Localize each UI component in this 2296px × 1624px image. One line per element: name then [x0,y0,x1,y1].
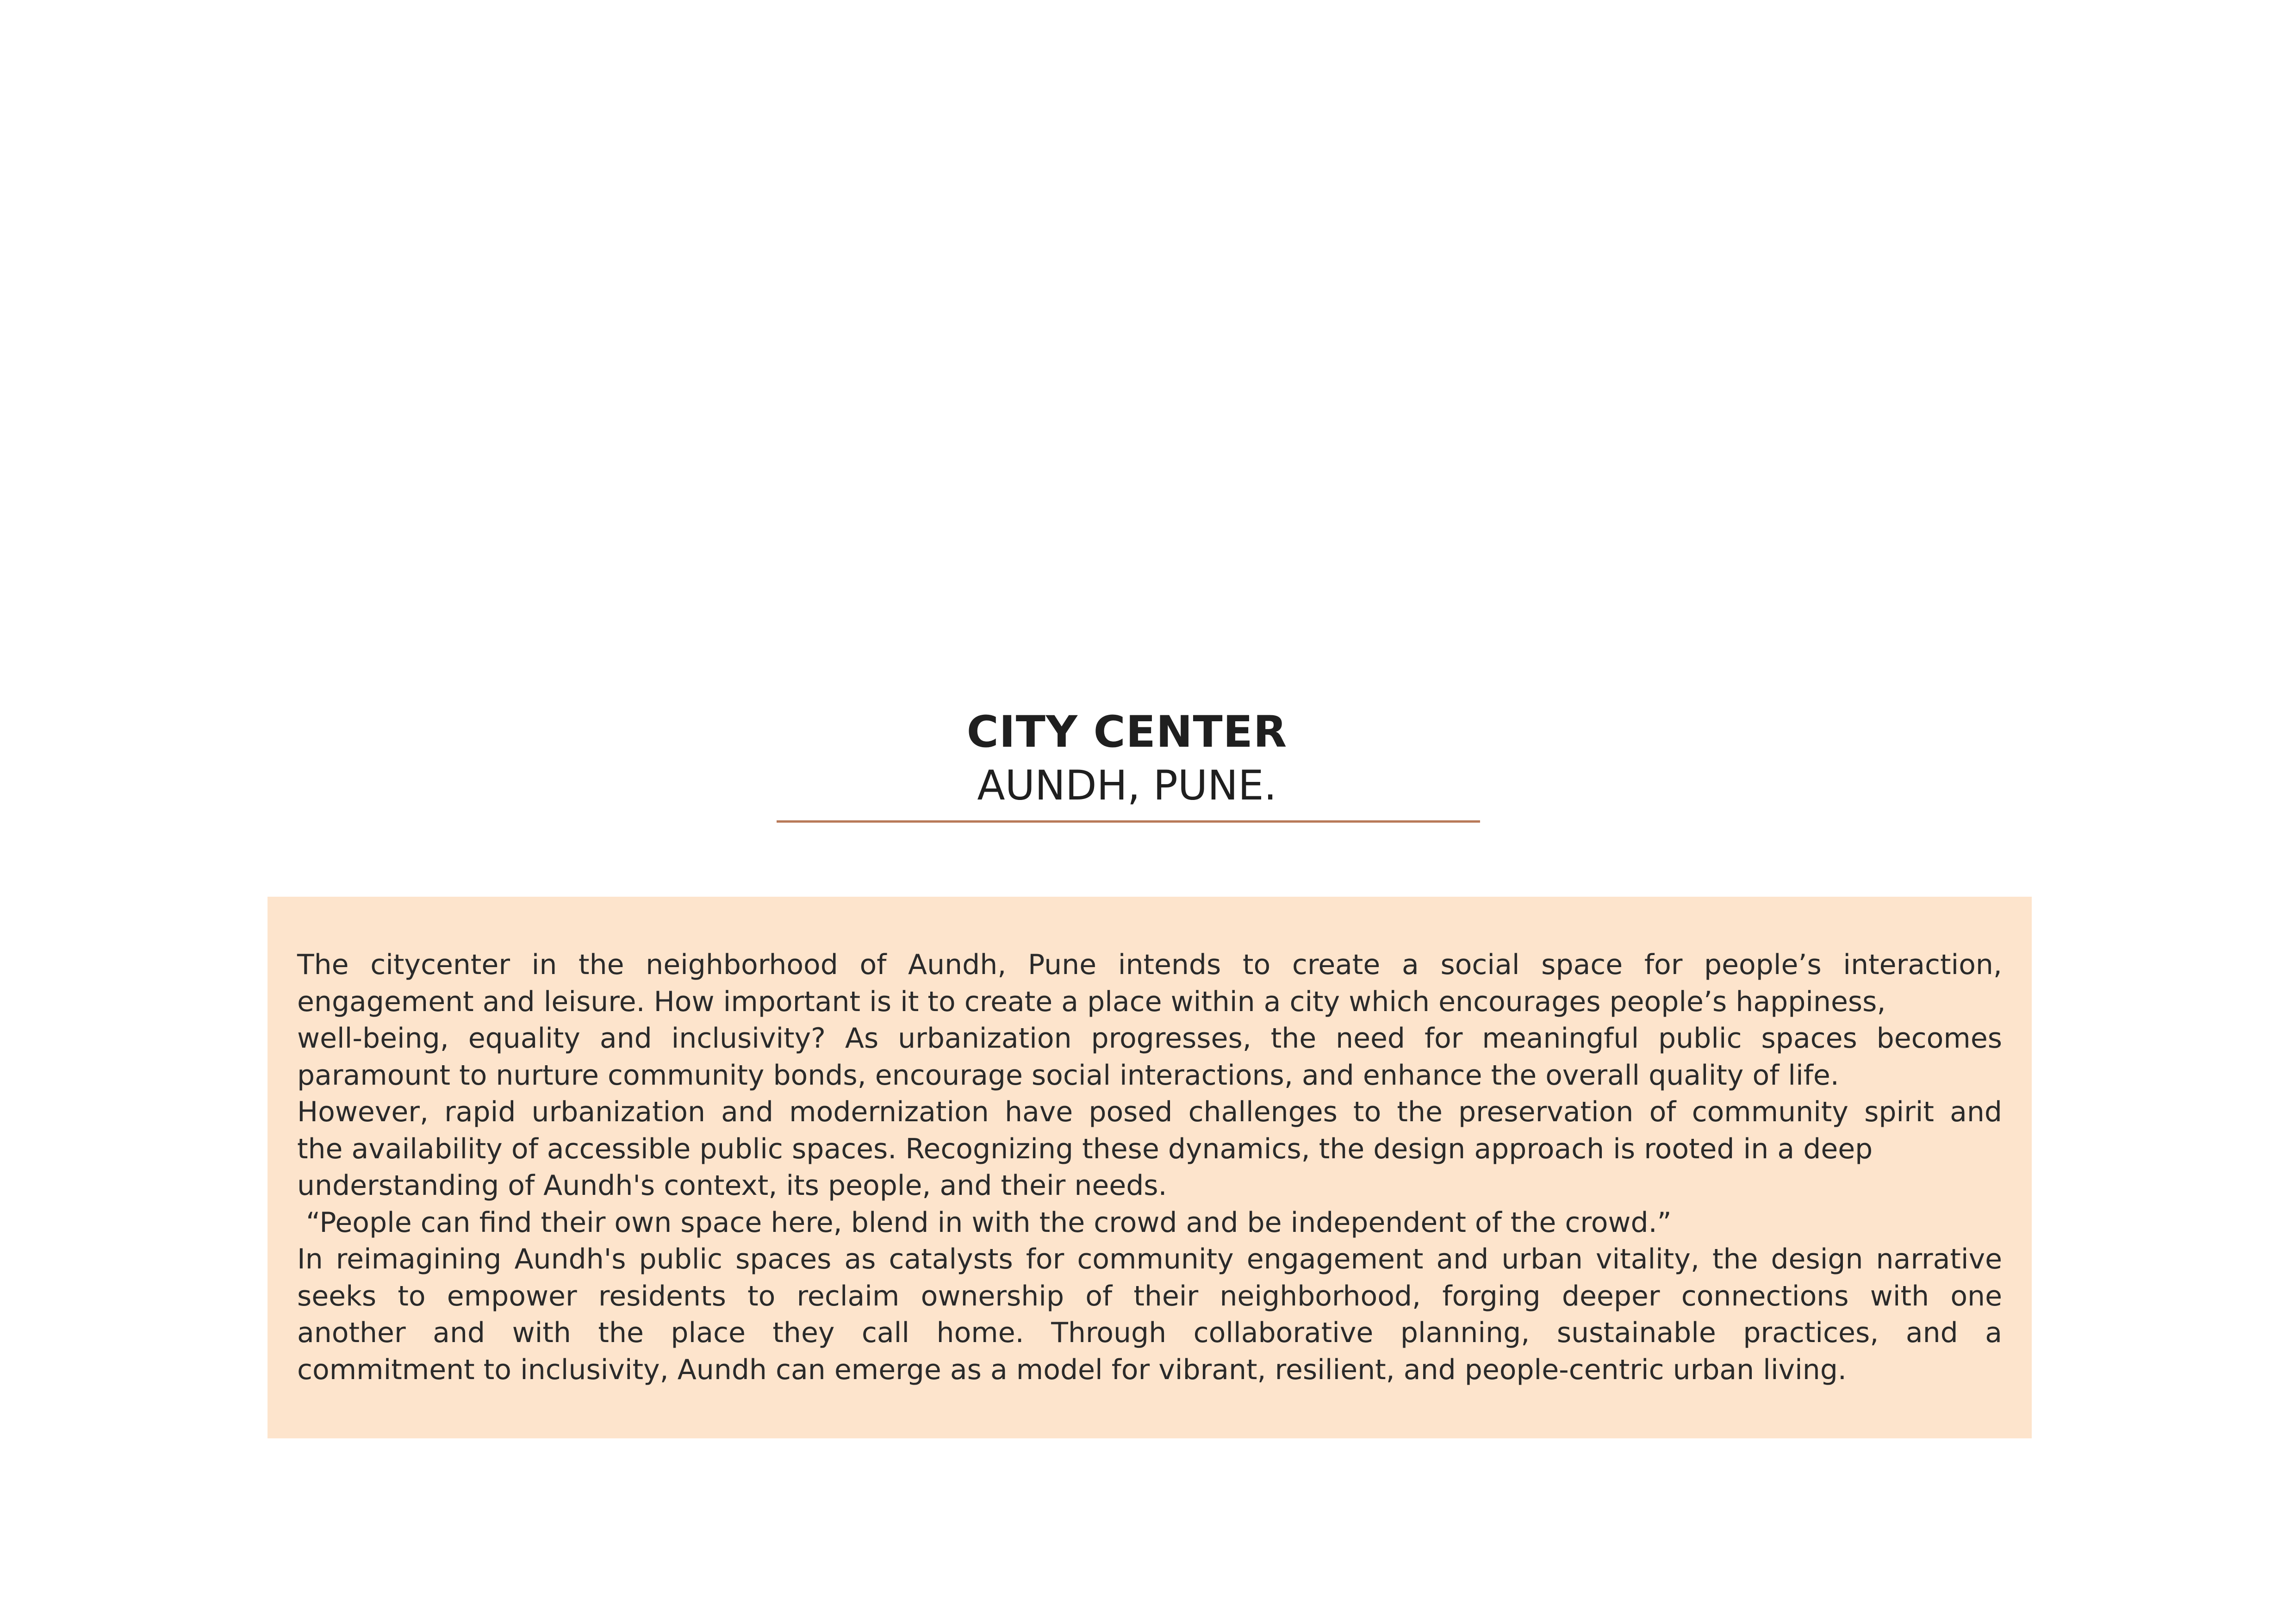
description-quote: “People can find their own space here, blend in with the crowd and be independent of the crowd.” [297,1206,1672,1239]
description-line: understanding of Aundh's context, its people, and their needs. [297,1169,1167,1202]
description-line: the availability of accessible public spaces. Recognizing these dynamics, the design approach is rooted in a deep [297,1132,1873,1165]
title-divider [777,820,1480,823]
page-title: CITY CENTER [966,707,1288,757]
description-line: However, rapid urbanization and modernization have posed challenges to the preservation of community spirit and [297,1096,2002,1128]
page-subtitle: AUNDH, PUNE. [977,762,1277,809]
description-line: In reimagining Aundh's public spaces as catalysts for community engagement and urban vitality, the design narrative [297,1243,2002,1275]
title-block [775,707,1479,809]
description-line: The citycenter in the neighborhood of Aundh, Pune intends to create a social space for people’s interaction, [297,949,2002,981]
description-line: commitment to inclusivity, Aundh can emerge as a model for vibrant, resilient, and people-centric urban living. [297,1353,1847,1386]
description-line: paramount to nurture community bonds, encourage social interactions, and enhance the overall quality of life. [297,1059,1839,1092]
description-paragraph [297,947,2002,1388]
description-line: well-being, equality and inclusivity? As urbanization progresses, the need for meaningful public spaces becomes [297,1022,2002,1055]
description-box [268,897,2032,1438]
description-line: seeks to empower residents to reclaim ownership of their neighborhood, forging deeper connections with one [297,1280,2002,1312]
description-line: engagement and leisure. How important is it to create a place within a city which encourages people’s happiness, [297,985,1886,1018]
description-line: another and with the place they call home. Through collaborative planning, sustainable practices, and a [297,1317,2002,1349]
